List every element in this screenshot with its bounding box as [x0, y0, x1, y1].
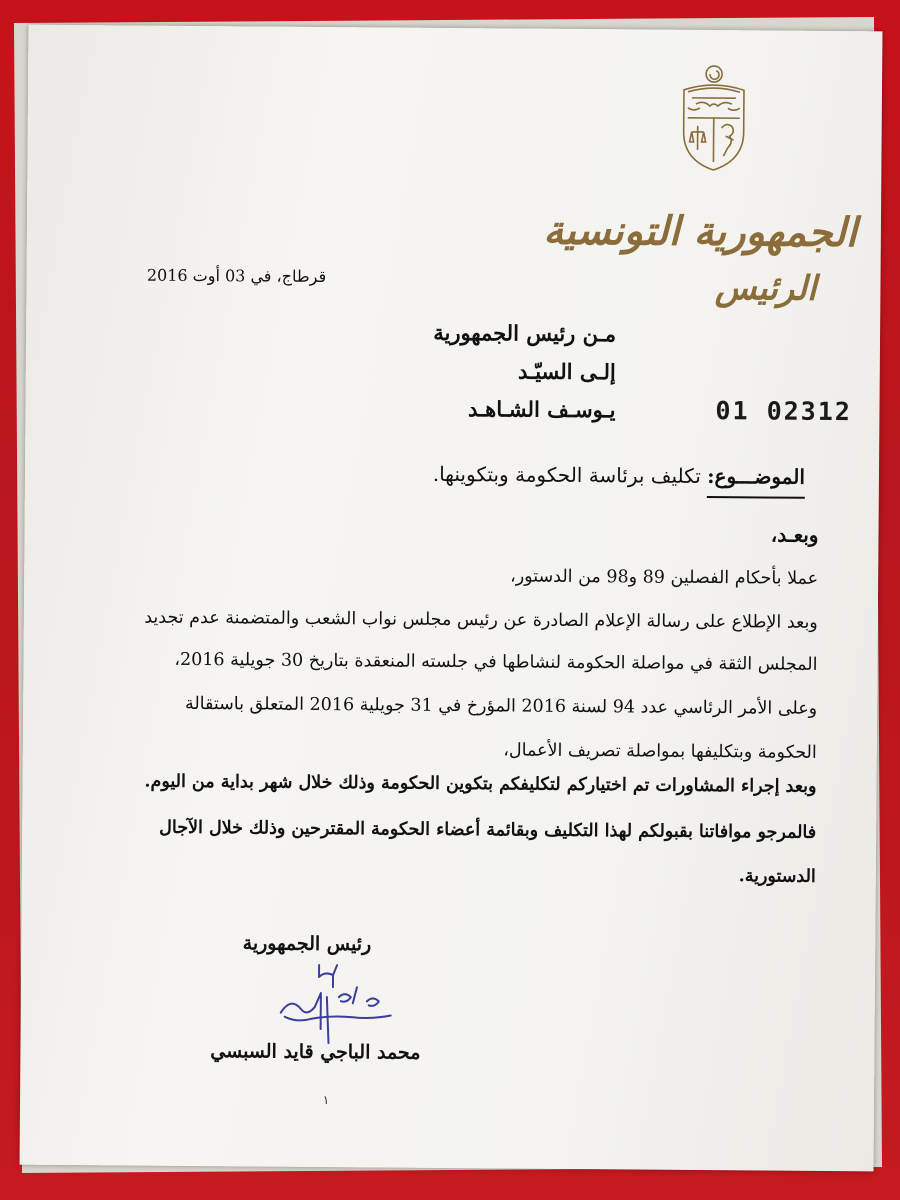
tunisia-coat-of-arms-icon — [673, 62, 754, 175]
recipient-name: يـوسـف الشـاهـد — [467, 396, 616, 423]
letterhead-office-title: الرئيس — [714, 268, 817, 309]
paragraph-request-line2: الدستورية. — [738, 866, 816, 887]
greeting: وبعـد، — [770, 522, 819, 547]
signature-title: رئيس الجمهورية — [242, 932, 372, 956]
subject-label: الموضـــوع: — [707, 464, 805, 499]
paragraph-constitution: عملا بأحكام الفصلين 89 و98 من الدستور، — [510, 566, 819, 589]
sender-line: مـن رئيس الجمهورية — [433, 319, 617, 347]
paragraph-request-line1: فالمرجو موافاتنا بقبولكم لهذا التكليف وبقائمة أعضاء الحكومة المقترحين وذلك خلال الآجال — [159, 817, 817, 843]
paragraph-parliament-line2: المجلس الثقة في مواصلة الحكومة لنشاطها في جلسته المنعقدة بتاريخ 30 جويلية 2016، — [174, 649, 818, 675]
letter-page — [20, 25, 883, 1172]
signatory-name: محمد الباجي قايد السبسي — [210, 1040, 421, 1064]
place-and-date: قرطاج، في 03 أوت 2016 — [146, 265, 327, 287]
paragraph-decree-line1: وعلى الأمر الرئاسي عدد 94 لسنة 2016 المؤرخ في 31 جويلية 2016 المتعلق باستقالة — [184, 693, 818, 719]
subject-text: تكليف برئاسة الحكومة وبتكوينها. — [432, 461, 701, 488]
reference-number: 01 02312 — [715, 396, 853, 427]
paragraph-parliament-line1: وبعد الإطلاع على رسالة الإعلام الصادرة عن رئيس مجلس نواب الشعب والمتضمنة عدم تجديد — [144, 607, 818, 633]
handwritten-signature-icon — [240, 956, 411, 1047]
page-number: ١ — [322, 1093, 330, 1108]
paragraph-consultations: وبعد إجراء المشاورات تم اختياركم لتكليفكم بتكوين الحكومة وذلك خلال شهر بداية من اليوم. — [144, 771, 817, 797]
subject-line — [355, 461, 805, 489]
paragraph-decree-line2: الحكومة وبتكليفها بمواصلة تصريف الأعمال، — [503, 740, 817, 763]
recipient-prefix: إلـى السيّـد — [517, 358, 616, 385]
letterhead-country-name: الجمهورية التونسية — [543, 206, 858, 257]
